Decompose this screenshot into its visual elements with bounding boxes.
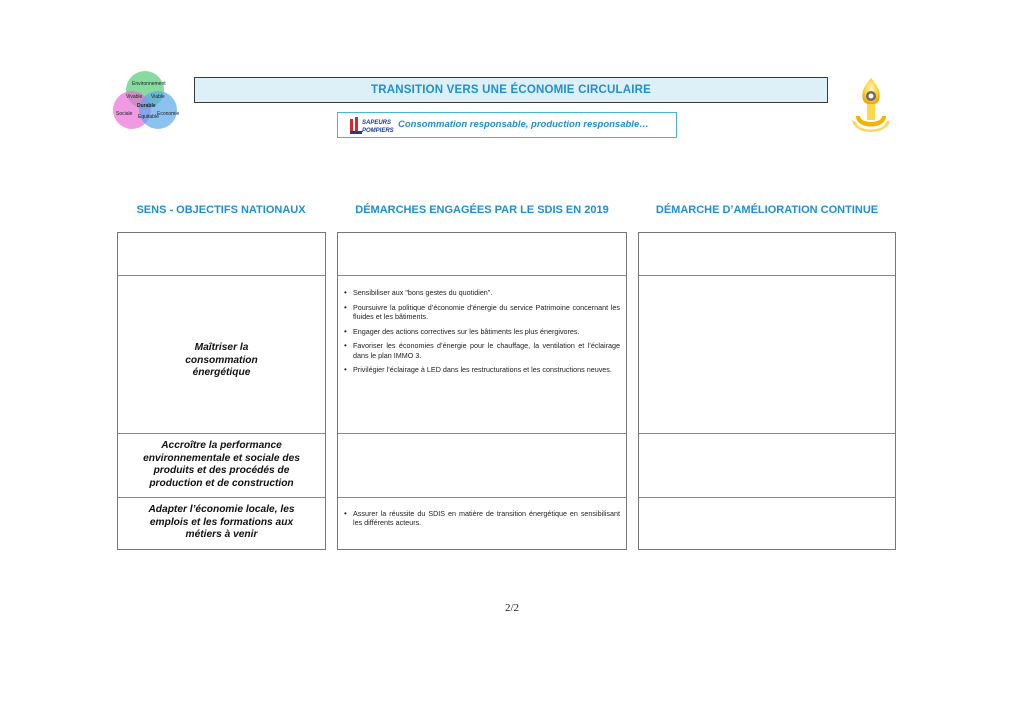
action-list — [344, 509, 620, 533]
column-header-sens: SENS - OBJECTIFS NATIONAUX — [136, 204, 306, 216]
column-header-amelioration: DÉMARCHE D’AMÉLIORATION CONTINUE — [655, 204, 879, 216]
venn-label: Environnement — [132, 81, 166, 87]
table-row — [118, 275, 325, 433]
table-row — [639, 433, 895, 497]
venn-label: Durable — [137, 103, 156, 109]
venn-label: Equitable — [138, 114, 159, 120]
table-row — [118, 497, 325, 549]
objectives-table — [117, 232, 326, 550]
list-item: • Privilégier l’éclairage à LED dans les restructurations et les constructions neuves. — [344, 365, 620, 374]
page-number: 2/2 — [504, 602, 520, 614]
sapeurs-pompiers-logo — [349, 116, 394, 136]
table-row — [639, 275, 895, 433]
list-item: • Favoriser les économies d’énergie pour le chauffage, la ventilation et l’éclairage dans le plan IMMO 3. — [344, 341, 620, 359]
table-row — [639, 497, 895, 549]
venn-label: Viable — [151, 94, 165, 100]
list-item: • Sensibiliser aux "bons gestes du quotidien". — [344, 288, 620, 297]
logo-text: SAPEURS — [362, 120, 392, 126]
page-title-box — [194, 77, 828, 103]
logo-text: POMPIERS — [362, 128, 394, 134]
flame-logo — [848, 76, 894, 138]
venn-label: Vivable — [126, 94, 143, 100]
improvement-table — [638, 232, 896, 550]
list-item: • Poursuivre la politique d’économie d’énergie du service Patrimoine concernant les fluides et les bâtiments. — [344, 303, 620, 321]
venn-diagram-logo — [110, 70, 180, 134]
table-row — [118, 233, 325, 275]
action-list — [344, 288, 620, 380]
subtitle: Consommation responsable, production responsable… — [398, 119, 649, 130]
venn-label: Economie — [157, 111, 180, 117]
objective-text: Maîtriser la consommation énergétique — [185, 342, 258, 378]
column-header-demarches: DÉMARCHES ENGAGÉES PAR LE SDIS EN 2019 — [355, 204, 609, 216]
list-item: • Assurer la réussite du SDIS en matière de transition énergétique en sensibilisant les différents acteurs. — [344, 509, 620, 527]
table-row — [338, 497, 626, 549]
actions-table — [337, 232, 627, 550]
venn-label: Sociale — [116, 111, 133, 117]
page-title: TRANSITION VERS UNE ÉCONOMIE CIRCULAIRE — [371, 84, 651, 96]
table-row — [639, 233, 895, 275]
objective-text: Adapter l’économie locale, les emplois et les formations aux métiers à venir — [148, 504, 295, 540]
table-row — [338, 433, 626, 497]
table-row — [338, 233, 626, 275]
objective-text: Accroître la performance environnementale et sociale des produits et des procédés de production et de construction — [143, 440, 300, 489]
table-row — [338, 275, 626, 433]
table-row — [118, 433, 325, 497]
list-item: • Engager des actions correctives sur les bâtiments les plus énergivores. — [344, 327, 620, 336]
subtitle-box — [337, 112, 677, 138]
